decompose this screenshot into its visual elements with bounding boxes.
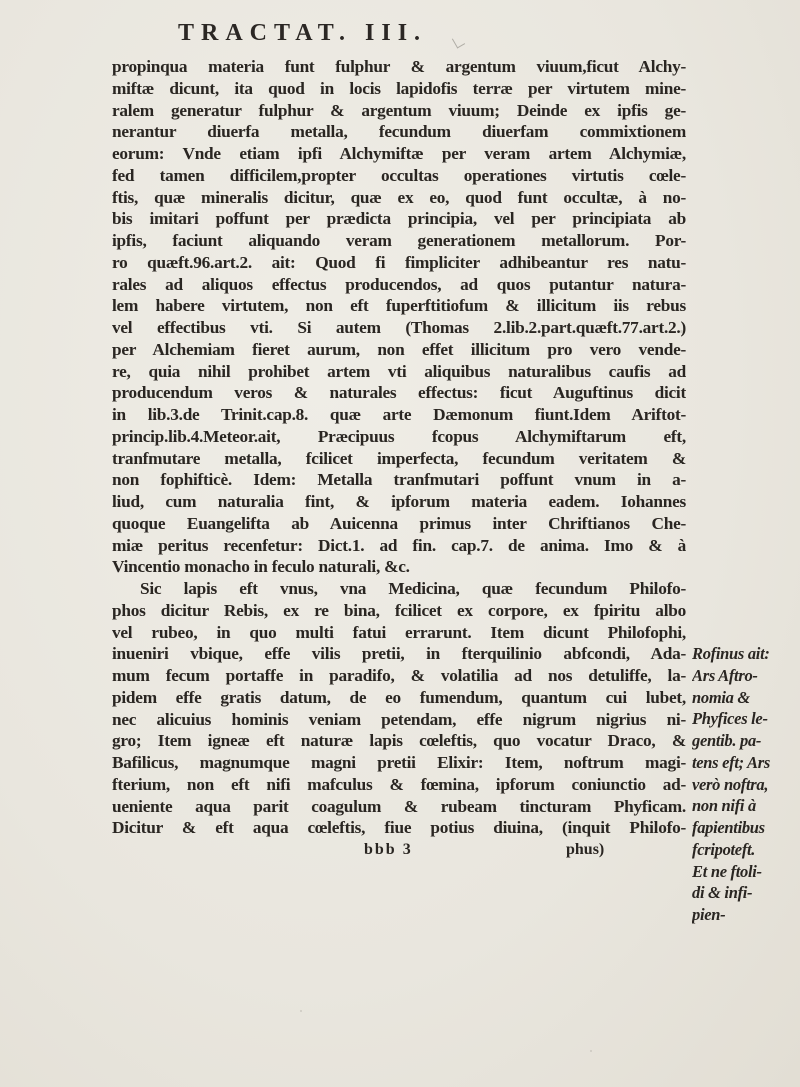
- margin-note-line: di & infi-: [692, 883, 753, 903]
- margin-note-line: Ars Aftro-: [692, 665, 758, 685]
- scan-speck: [680, 330, 683, 333]
- footer-line: [112, 839, 686, 861]
- text-line: Vincentio monacho in feculo naturali, &c.: [112, 557, 410, 577]
- text-line: liud, cum naturalia fint, & ipforum materia eadem. Iohannes: [112, 492, 686, 511]
- scan-speck: [300, 1010, 302, 1012]
- text-line: fterium, non eft nifi mafculus & fœmina, ipforum coniunctio ad-: [112, 774, 686, 794]
- margin-notes: [692, 643, 800, 926]
- scan-speck: [590, 1050, 592, 1052]
- text-line: rales ad aliquos effectus producendos, ad quos putantur natura-: [112, 274, 686, 294]
- margin-note-line: Phyfices le-: [692, 709, 768, 729]
- text-line: re, quia nihil prohibet artem vti aliquibus naturalibus caufis ad: [112, 361, 686, 381]
- text-line: lem habere virtutem, non eft fuperftitiofum & illicitum iis rebus: [112, 296, 686, 316]
- text-line: vel effectibus vti. Si autem (Thomas 2.lib.2.part.quæft.77.art.2.): [112, 318, 686, 337]
- text-line: inueniri vbique, effe vilis pretii, in fterquilinio abfcondi, Ada-: [112, 644, 686, 664]
- margin-note-line: verò noftra,: [692, 774, 769, 794]
- text-line: miftæ dicunt, ita quod in locis lapidofis terræ per virtutem mine-: [112, 78, 686, 98]
- running-head: TRACTAT. III.: [178, 20, 428, 46]
- main-text-block: [112, 56, 686, 861]
- text-line: Dicitur & eft aqua cœleftis, fiue potius diuina, (inquit Philofo-: [112, 818, 686, 838]
- text-line: Sic lapis eft vnus, vna Medicina, quæ fecundum Philofo-: [140, 579, 686, 598]
- margin-note-line: tens eft; Ars: [692, 752, 770, 772]
- text-line: nerantur diuerfa metalla, fecundum diuerfam commixtionem: [112, 122, 686, 142]
- margin-note-line: fapientibus: [692, 818, 765, 837]
- text-line: ralem generatur fulphur & argentum viuum; Deinde ex ipfis ge-: [112, 100, 686, 120]
- margin-note-line: fcripoteft.: [692, 839, 756, 859]
- text-line: producendum veros & naturales effectus: ficut Auguftinus dicit: [112, 383, 686, 403]
- text-line: phos dicitur Rebis, ex re bina, fcilicet ex corpore, ex fpiritu albo: [112, 600, 686, 620]
- text-line: Bafilicus, magnumque magni pretii Elixir: Item, noftrum magi-: [112, 753, 686, 772]
- text-line: fed tamen difficilem,propter occultas operationes virtutis cœle-: [112, 165, 686, 185]
- text-line: nec alicuius hominis veniam petendam, effe nigrum nigrius ni-: [112, 709, 686, 729]
- text-line: propinqua materia funt fulphur & argentum viuum,ficut Alchy-: [112, 57, 686, 76]
- text-line: princip.lib.4.Meteor.ait, Præcipuus fcopus Alchymiftarum eft,: [112, 426, 686, 446]
- catchword: phus): [566, 841, 605, 858]
- text-line: mum fecum portaffe in paradifo, & volatilia ad nos detuliffe, la-: [112, 666, 686, 685]
- text-line: ipfis, faciunt aliquando veram generationem metallorum. Por-: [112, 231, 686, 250]
- text-line: bis imitari poffunt per prædicta principia, vel per principiata ab: [112, 209, 686, 229]
- text-line: non fophifticè. Idem: Metalla tranfmutari poffunt vnum in a-: [112, 470, 686, 490]
- text-line: in lib.3.de Trinit.cap.8. quæ arte Dæmonum fiunt.Idem Ariftot-: [112, 405, 686, 424]
- margin-note-line: pien-: [692, 905, 726, 924]
- text-line: pidem effe gratis datum, de eo fumendum, quantum cui lubet,: [112, 687, 686, 707]
- text-line: ftis, quæ mineralis dicitur, quæ ex eo, quod funt occultæ, à no-: [112, 187, 686, 207]
- text-line: tranfmutare metalla, fcilicet imperfecta, fecundum veritatem &: [112, 448, 686, 468]
- text-line: gro; Item igneæ eft naturæ lapis cœleftis, quo vocatur Draco, &: [112, 731, 686, 751]
- margin-note-line: gentib. pa-: [692, 731, 762, 750]
- signature-mark: bbb 3: [364, 841, 413, 858]
- text-line: ro quæft.96.art.2. ait: Quod fi fimpliciter adhibeantur res natu-: [112, 252, 686, 272]
- margin-note-line: Rofinus ait:: [692, 644, 770, 663]
- text-line: vel rubeo, in quo multi fatui errarunt. Item dicunt Philofophi,: [112, 622, 686, 642]
- text-line: ueniente aqua parit coagulum & rubeam tincturam Phyficam.: [112, 796, 686, 816]
- text-line: eorum: Vnde etiam ipfi Alchymiftæ per veram artem Alchymiæ,: [112, 144, 686, 163]
- text-line: quoque Euangelifta ab Auicenna primus inter Chriftianos Che-: [112, 513, 686, 533]
- margin-note-line: non nifi à: [692, 796, 756, 816]
- margin-note-line: Et ne ftoli-: [692, 861, 762, 881]
- margin-note-line: nomia &: [692, 687, 750, 707]
- text-line: per Alchemiam fieret aurum, non effet illicitum pro vero vende-: [112, 339, 686, 359]
- text-line: miæ peritus recenfetur: Dict.1. ad fin. cap.7. de anima. Imo & à: [112, 535, 686, 555]
